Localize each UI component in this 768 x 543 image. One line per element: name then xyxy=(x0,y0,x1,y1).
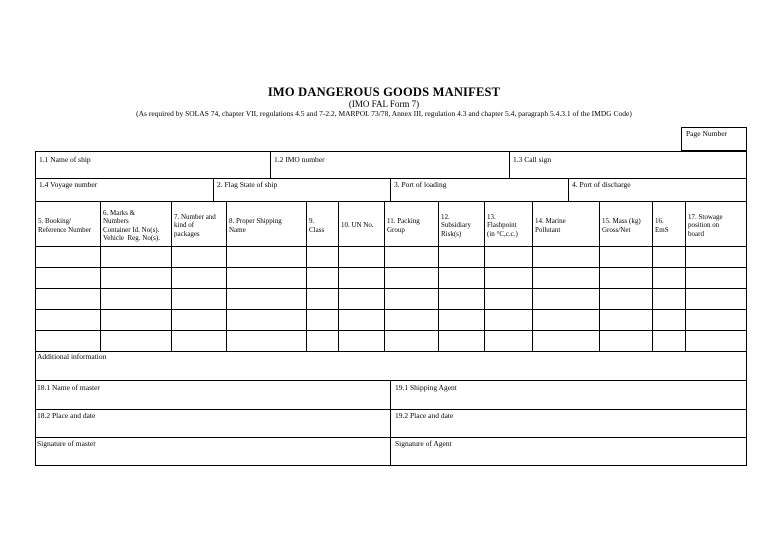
table-cell[interactable] xyxy=(653,289,685,309)
table-cell[interactable] xyxy=(385,331,438,351)
table-cell[interactable] xyxy=(485,289,532,309)
signature-of-agent-field[interactable]: Signature of Agent xyxy=(395,439,452,448)
table-cell[interactable] xyxy=(172,310,226,330)
table-cell[interactable] xyxy=(101,247,171,267)
table-cell[interactable] xyxy=(686,268,747,288)
column-header: 12. Subsidiary Risk(s) xyxy=(441,212,471,238)
port-of-loading-field[interactable]: 3. Port of loading xyxy=(394,180,447,189)
place-and-date-agent-field[interactable]: 19.2 Place and date xyxy=(395,411,454,420)
table-cell[interactable] xyxy=(439,331,484,351)
table-cell[interactable] xyxy=(339,310,384,330)
table-cell[interactable] xyxy=(101,310,171,330)
table-cell[interactable] xyxy=(686,247,747,267)
table-cell[interactable] xyxy=(653,310,685,330)
table-cell[interactable] xyxy=(172,331,226,351)
imo-number-field[interactable]: 1.2 IMO number xyxy=(274,155,325,164)
table-cell[interactable] xyxy=(307,289,338,309)
port-of-discharge-field[interactable]: 4. Port of discharge xyxy=(572,180,631,189)
table-cell[interactable] xyxy=(36,310,100,330)
column-header: 17. Stowage position on board xyxy=(688,212,723,238)
table-cell[interactable] xyxy=(101,331,171,351)
table-cell[interactable] xyxy=(385,310,438,330)
table-cell[interactable] xyxy=(653,331,685,351)
table-cell[interactable] xyxy=(533,310,599,330)
column-header: 10. UN No. xyxy=(341,221,374,230)
table-cell[interactable] xyxy=(307,247,338,267)
column-header: 14. Marine Pollutant xyxy=(535,217,566,234)
table-cell[interactable] xyxy=(439,268,484,288)
table-cell[interactable] xyxy=(600,289,652,309)
flag-state-field[interactable]: 2. Flag State of ship xyxy=(217,180,278,189)
table-cell[interactable] xyxy=(485,331,532,351)
table-cell[interactable] xyxy=(439,247,484,267)
page-number-label: Page Number xyxy=(686,129,728,138)
column-header: 7. Number and kind of packages xyxy=(174,212,216,238)
table-cell[interactable] xyxy=(533,289,599,309)
table-cell[interactable] xyxy=(227,331,306,351)
column-header: 6. Marks & Numbers Container Id. No(s). Vehicle Reg. No(s). xyxy=(103,208,160,242)
table-cell[interactable] xyxy=(385,268,438,288)
requirement-note: (As required by SOLAS 74, chapter VII, regulations 4.5 and 7-2.2, MARPOL 73/78, Annex III, regulation 4.3 and chapter 5.4, paragraph 5.4.3.1 of the IMDG Code) xyxy=(136,109,632,118)
table-cell[interactable] xyxy=(36,331,100,351)
table-cell[interactable] xyxy=(485,268,532,288)
table-cell[interactable] xyxy=(307,310,338,330)
table-cell[interactable] xyxy=(533,247,599,267)
table-cell[interactable] xyxy=(172,247,226,267)
place-and-date-master-field[interactable]: 18.2 Place and date xyxy=(37,411,96,420)
column-header: 8. Proper Shipping Name xyxy=(229,217,282,234)
table-cell[interactable] xyxy=(439,289,484,309)
table-cell[interactable] xyxy=(307,331,338,351)
table-cell[interactable] xyxy=(533,268,599,288)
table-cell[interactable] xyxy=(101,268,171,288)
table-cell[interactable] xyxy=(686,310,747,330)
table-cell[interactable] xyxy=(653,247,685,267)
column-header: 5. Booking/ Reference Number xyxy=(38,217,92,234)
table-cell[interactable] xyxy=(227,268,306,288)
table-cell[interactable] xyxy=(36,289,100,309)
table-cell[interactable] xyxy=(227,310,306,330)
table-cell[interactable] xyxy=(653,268,685,288)
column-header: 16. EmS xyxy=(655,217,669,234)
table-cell[interactable] xyxy=(385,289,438,309)
table-cell[interactable] xyxy=(227,289,306,309)
name-of-ship-field[interactable]: 1.1 Name of ship xyxy=(39,155,91,164)
table-cell[interactable] xyxy=(101,289,171,309)
table-cell[interactable] xyxy=(485,247,532,267)
column-header: 9. Class xyxy=(309,217,325,234)
shipping-agent-field[interactable]: 19.1 Shipping Agent xyxy=(395,383,457,392)
table-cell[interactable] xyxy=(227,247,306,267)
table-cell[interactable] xyxy=(600,310,652,330)
table-cell[interactable] xyxy=(439,310,484,330)
table-cell[interactable] xyxy=(485,310,532,330)
table-cell[interactable] xyxy=(385,247,438,267)
table-cell[interactable] xyxy=(686,331,747,351)
column-header: 15. Mass (kg) Gross/Net xyxy=(602,217,641,234)
voyage-number-field[interactable]: 1.4 Voyage number xyxy=(39,180,98,189)
table-cell[interactable] xyxy=(339,289,384,309)
table-cell[interactable] xyxy=(339,331,384,351)
table-cell[interactable] xyxy=(36,268,100,288)
table-cell[interactable] xyxy=(600,268,652,288)
additional-information-field[interactable]: Additional information xyxy=(37,352,107,361)
table-cell[interactable] xyxy=(600,247,652,267)
name-of-master-field[interactable]: 18.1 Name of master xyxy=(37,383,100,392)
table-cell[interactable] xyxy=(172,289,226,309)
table-cell[interactable] xyxy=(36,247,100,267)
call-sign-field[interactable]: 1.3 Call sign xyxy=(513,155,552,164)
signature-of-master-field[interactable]: Signature of master xyxy=(37,439,96,448)
form-title: IMO DANGEROUS GOODS MANIFEST xyxy=(267,85,501,99)
page-number-box[interactable] xyxy=(681,127,747,151)
table-cell[interactable] xyxy=(600,331,652,351)
table-cell[interactable] xyxy=(172,268,226,288)
table-cell[interactable] xyxy=(533,331,599,351)
column-header: 13. Flashpoint (in °C,c.c.) xyxy=(487,212,518,238)
table-cell[interactable] xyxy=(339,268,384,288)
table-cell[interactable] xyxy=(307,268,338,288)
form-subtitle: (IMO FAL Form 7) xyxy=(348,99,420,109)
column-header: 11. Packing Group xyxy=(387,217,420,234)
table-cell[interactable] xyxy=(686,289,747,309)
table-cell[interactable] xyxy=(339,247,384,267)
